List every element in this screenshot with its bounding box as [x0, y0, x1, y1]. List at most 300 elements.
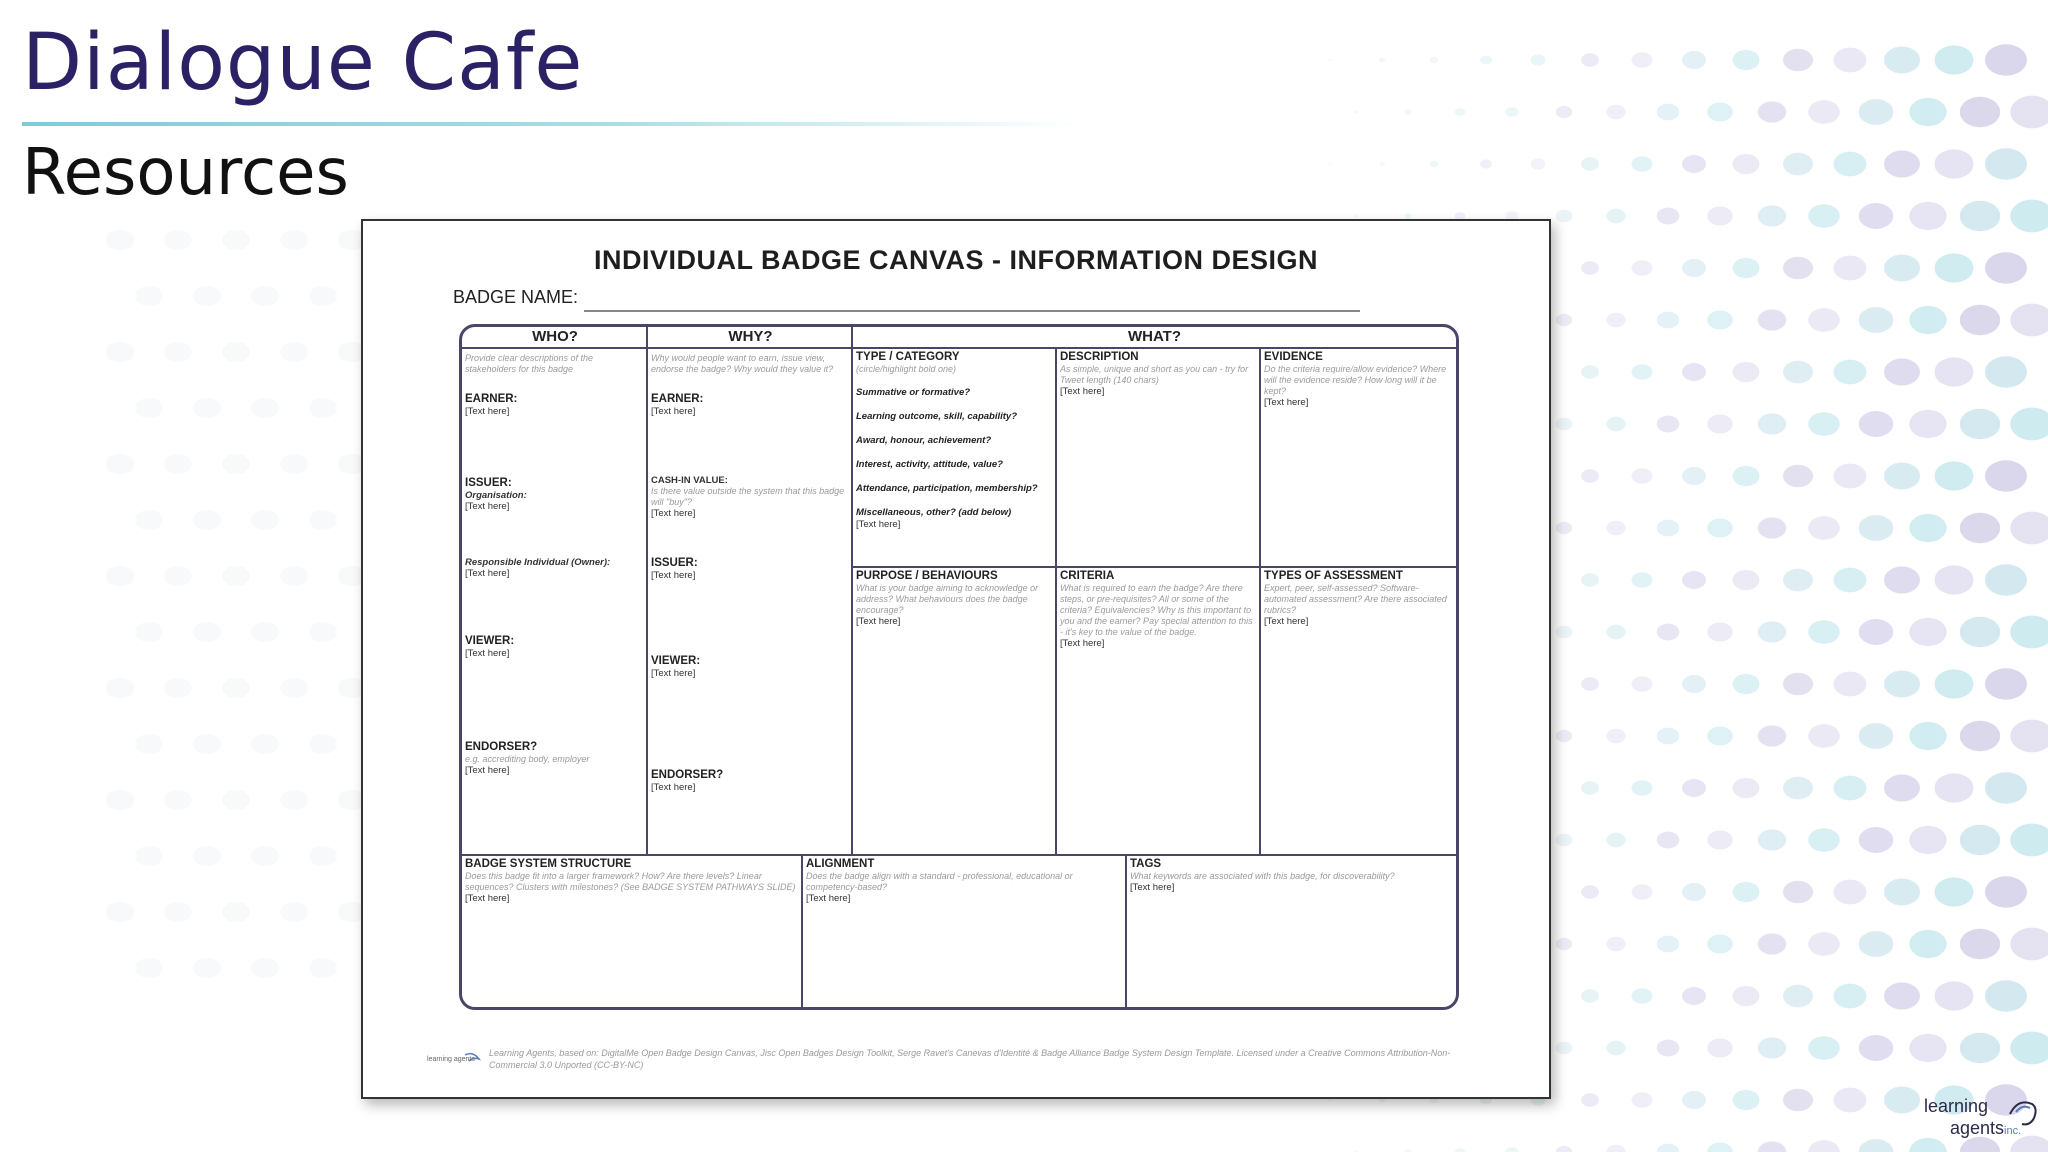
- description-title: DESCRIPTION: [1060, 351, 1139, 363]
- decorative-dot: [1707, 206, 1732, 225]
- purpose-cell: [853, 568, 1055, 854]
- decorative-dot: [251, 398, 279, 418]
- decorative-dot: [1985, 148, 2027, 180]
- decorative-dot: [1733, 154, 1760, 174]
- decorative-dot: [1632, 884, 1653, 900]
- decorative-dot: [1632, 260, 1653, 276]
- decorative-dot: [1682, 51, 1706, 69]
- decorative-dot: [309, 398, 337, 418]
- badge-canvas-image: [361, 219, 1551, 1099]
- decorative-dot: [1985, 460, 2027, 492]
- description-hint: As simple, unique and short as you can - try for Tweet length (140 chars): [1060, 364, 1249, 385]
- decorative-dot: [1808, 100, 1839, 124]
- decorative-dot: [222, 230, 250, 250]
- decorative-dot: [1783, 49, 1813, 71]
- decorative-dot: [193, 846, 221, 866]
- type-option: Miscellaneous, other? (add below): [856, 507, 1012, 518]
- decorative-dot: [1808, 932, 1839, 956]
- decorative-dot: [1985, 252, 2027, 284]
- decorative-dot: [251, 286, 279, 306]
- who-viewer-text: [Text here]: [465, 648, 510, 659]
- decorative-dot: [1909, 202, 1947, 230]
- decorative-dot: [1682, 779, 1706, 797]
- decorative-dot: [106, 902, 134, 922]
- decorative-dot: [2010, 408, 2048, 441]
- decorative-dot: [1657, 104, 1679, 121]
- canvas-grid: [459, 324, 1459, 1010]
- decorative-dot: [1884, 462, 1920, 489]
- decorative-dot: [1707, 830, 1732, 849]
- decorative-dot: [2010, 616, 2048, 649]
- decorative-dot: [1606, 313, 1625, 328]
- decorative-dot: [1657, 1144, 1679, 1152]
- decorative-dot: [251, 846, 279, 866]
- decorative-dot: [1985, 356, 2027, 388]
- decorative-dot: [280, 902, 308, 922]
- decorative-dot: [1682, 987, 1706, 1005]
- purpose-title: PURPOSE / BEHAVIOURS: [856, 570, 998, 582]
- decorative-dot: [1379, 58, 1385, 62]
- slide-subtitle: Resources: [22, 136, 349, 210]
- assessment-text: [Text here]: [1264, 616, 1309, 627]
- decorative-dot: [1531, 158, 1546, 169]
- decorative-dot: [1556, 418, 1572, 430]
- decorative-dot: [1884, 566, 1920, 593]
- tags-title: TAGS: [1130, 858, 1162, 870]
- decorative-dot: [1758, 725, 1786, 746]
- decorative-dot: [1934, 253, 1973, 282]
- decorative-dot: [1985, 876, 2027, 908]
- header-why: WHY?: [648, 327, 853, 349]
- decorative-dot: [106, 342, 134, 362]
- decorative-dot: [1556, 106, 1572, 118]
- decorative-dot: [1758, 309, 1786, 330]
- decorative-dot: [1707, 622, 1732, 641]
- decorative-dot: [1783, 777, 1813, 799]
- decorative-dot: [1682, 571, 1706, 589]
- description-text: [Text here]: [1060, 386, 1105, 397]
- who-hint: Provide clear descriptions of the stakeholders for this badge: [465, 353, 594, 374]
- who-earner-text: [Text here]: [465, 406, 510, 417]
- decorative-dot: [1657, 416, 1679, 433]
- decorative-dot: [135, 286, 163, 306]
- decorative-dot: [1733, 778, 1760, 798]
- decorative-dot: [1834, 1088, 1867, 1113]
- decorative-dot: [1682, 467, 1706, 485]
- decorative-dot: [222, 790, 250, 810]
- decorative-dot: [1531, 54, 1546, 65]
- decorative-dot: [1404, 213, 1411, 219]
- decorative-dot: [1859, 1139, 1894, 1152]
- decorative-dot: [1834, 568, 1867, 593]
- decorative-dot: [1808, 1140, 1839, 1152]
- decorative-dot: [1834, 464, 1867, 489]
- decorative-dot: [1758, 621, 1786, 642]
- decorative-dot: [1581, 365, 1599, 378]
- type-option: Summative or formative?: [856, 387, 971, 398]
- decorative-dot: [1657, 624, 1679, 641]
- decorative-dot: [1859, 931, 1894, 957]
- decorative-dot: [1480, 160, 1492, 169]
- decorative-dot: [1556, 730, 1572, 742]
- decorative-dot: [1834, 984, 1867, 1009]
- system-structure-title: BADGE SYSTEM STRUCTURE: [465, 858, 632, 870]
- decorative-dot: [1834, 672, 1867, 697]
- decorative-dot: [1707, 414, 1732, 433]
- decorative-dot: [1859, 723, 1894, 749]
- who-viewer-label: VIEWER:: [465, 635, 515, 647]
- decorative-dot: [2010, 304, 2048, 337]
- decorative-dot: [1859, 203, 1894, 229]
- decorative-dot: [1606, 1041, 1625, 1056]
- decorative-dot: [1733, 50, 1760, 70]
- decorative-dot: [1632, 52, 1653, 68]
- learning-agents-logo: [1924, 1096, 2040, 1144]
- decorative-dot: [222, 454, 250, 474]
- why-issuer-text: [Text here]: [651, 570, 696, 581]
- decorative-dot: [1808, 516, 1839, 540]
- why-cashin-text: [Text here]: [651, 508, 696, 519]
- decorative-dot: [1960, 721, 2001, 751]
- who-earner-label: EARNER:: [465, 393, 518, 405]
- decorative-dot: [1808, 1036, 1839, 1060]
- decorative-dot: [1960, 617, 2001, 647]
- decorative-dot: [222, 566, 250, 586]
- description-cell: [1057, 349, 1259, 566]
- type-option: Interest, activity, attitude, value?: [856, 459, 1003, 470]
- decorative-dot: [2010, 200, 2048, 233]
- decorative-dot: [1834, 360, 1867, 385]
- who-issuer-org-label: Organisation:: [465, 490, 527, 501]
- decorative-dot: [1909, 722, 1947, 750]
- decorative-dot: [222, 902, 250, 922]
- decorative-dot: [1581, 573, 1599, 586]
- decorative-dot: [106, 678, 134, 698]
- decorative-dot: [1783, 985, 1813, 1007]
- footer-attribution: Learning Agents, based on: DigitalMe Open Badge Design Canvas, Jisc Open Badges Design Toolkit, Serge Ravet's Canevas d'Identité & Badge Alliance Badge System Design Template. Licensed under a Creative Commons Attribution-Non-Commercial 3.0 Unported (CC-BY-NC): [489, 1048, 1451, 1070]
- decorative-dot: [1808, 412, 1839, 436]
- decorative-dot: [1834, 776, 1867, 801]
- decorative-dot: [1632, 780, 1653, 796]
- decorative-dot: [1632, 988, 1653, 1004]
- system-structure-hint: Does this badge fit into a larger framework? How? Are there levels? Linear sequences? Clusters with milestones? (See BADGE SYSTEM PATHWAYS SLIDE): [465, 871, 796, 892]
- decorative-dot: [1783, 569, 1813, 591]
- decorative-dot: [309, 622, 337, 642]
- decorative-dot: [1606, 105, 1625, 120]
- decorative-dot: [1909, 514, 1947, 542]
- decorative-dot: [1960, 305, 2001, 335]
- decorative-dot: [251, 622, 279, 642]
- assessment-hint: Expert, peer, self-assessed? Software-automated assessment? Are there associated rubrics?: [1264, 583, 1447, 615]
- decorative-dot: [1682, 1091, 1706, 1109]
- decorative-dot: [164, 902, 192, 922]
- decorative-dot: [1783, 361, 1813, 383]
- decorative-dot: [1328, 163, 1332, 166]
- type-category-cell: [853, 349, 1055, 566]
- decorative-dot: [1859, 99, 1894, 125]
- evidence-cell: [1261, 349, 1456, 566]
- who-responsible-label: Responsible Individual (Owner):: [465, 557, 611, 568]
- decorative-dot: [1909, 930, 1947, 958]
- decorative-dot: [1455, 108, 1465, 116]
- decorative-dot: [1682, 259, 1706, 277]
- who-endorser-hint: e.g. accrediting body, employer: [465, 754, 590, 764]
- type-option: Attendance, participation, membership?: [856, 483, 1038, 494]
- evidence-text: [Text here]: [1264, 397, 1309, 408]
- decorative-dot: [1884, 878, 1920, 905]
- decorative-dot: [1657, 728, 1679, 745]
- decorative-dot: [1581, 157, 1599, 170]
- decorative-dot: [1909, 306, 1947, 334]
- decorative-dot: [1859, 515, 1894, 541]
- decorative-dot: [1934, 773, 1973, 802]
- decorative-dot: [1934, 357, 1973, 386]
- decorative-dot: [1733, 258, 1760, 278]
- badge-name-line: [584, 310, 1360, 312]
- decorative-dot: [1884, 150, 1920, 177]
- decorative-dot: [1556, 1146, 1572, 1152]
- decorative-dot: [193, 286, 221, 306]
- decorative-dot: [309, 846, 337, 866]
- decorative-dot: [1808, 308, 1839, 332]
- decorative-dot: [1606, 209, 1625, 224]
- who-cell: [462, 349, 646, 854]
- why-viewer-label: VIEWER:: [651, 655, 701, 667]
- why-earner-label: EARNER:: [651, 393, 704, 405]
- decorative-dot: [1934, 461, 1973, 490]
- decorative-dot: [280, 790, 308, 810]
- decorative-dot: [1632, 676, 1653, 692]
- decorative-dot: [1606, 625, 1625, 640]
- decorative-dot: [106, 230, 134, 250]
- decorative-dot: [1632, 1092, 1653, 1108]
- decorative-dot: [280, 342, 308, 362]
- decorative-dot: [1934, 45, 1973, 74]
- decorative-dot: [1581, 261, 1599, 274]
- decorative-dot: [1834, 152, 1867, 177]
- assessment-cell: [1261, 568, 1456, 854]
- decorative-dot: [280, 454, 308, 474]
- title-divider: [22, 122, 1082, 126]
- tags-text: [Text here]: [1130, 882, 1175, 893]
- decorative-dot: [309, 734, 337, 754]
- decorative-dot: [1758, 205, 1786, 226]
- decorative-dot: [164, 454, 192, 474]
- decorative-dot: [1707, 934, 1732, 953]
- decorative-dot: [1707, 310, 1732, 329]
- decorative-dot: [1808, 204, 1839, 228]
- decorative-dot: [1682, 883, 1706, 901]
- purpose-text: [Text here]: [856, 616, 901, 627]
- decorative-dot: [1556, 522, 1572, 534]
- decorative-dot: [1985, 772, 2027, 804]
- decorative-dot: [309, 286, 337, 306]
- decorative-dot: [1505, 1147, 1518, 1152]
- canvas-title: INDIVIDUAL BADGE CANVAS - INFORMATION DESIGN: [593, 245, 1318, 275]
- decorative-dot: [1657, 1040, 1679, 1057]
- why-endorser-text: [Text here]: [651, 782, 696, 793]
- decorative-dot: [1379, 162, 1385, 166]
- decorative-dot: [106, 790, 134, 810]
- decorative-dot: [1733, 1090, 1760, 1110]
- who-issuer-text: [Text here]: [465, 501, 510, 512]
- decorative-dot: [1632, 572, 1653, 588]
- decorative-dot: [1707, 726, 1732, 745]
- decorative-dot: [164, 790, 192, 810]
- decorative-dot: [135, 846, 163, 866]
- brand-suffix: inc.: [2004, 1125, 2022, 1137]
- decorative-dot: [1606, 937, 1625, 952]
- decorative-dot: [222, 678, 250, 698]
- why-endorser-label: ENDORSER?: [651, 769, 724, 781]
- decorative-dot: [1934, 981, 1973, 1010]
- decorative-dot: [280, 566, 308, 586]
- decorative-dot: [1581, 781, 1599, 794]
- decorative-dot: [1884, 1086, 1920, 1113]
- decorative-dot: [1606, 521, 1625, 536]
- decorative-dot: [1404, 109, 1411, 115]
- decorative-dot: [2010, 512, 2048, 545]
- type-option: Learning outcome, skill, capability?: [856, 411, 1018, 422]
- decorative-dot: [1909, 618, 1947, 646]
- decorative-dot: [1960, 409, 2001, 439]
- decorative-dot: [1430, 161, 1439, 168]
- why-viewer-text: [Text here]: [651, 668, 696, 679]
- decorative-dot: [1834, 880, 1867, 905]
- decorative-dot: [1783, 673, 1813, 695]
- decorative-dot: [193, 398, 221, 418]
- decorative-dot: [193, 622, 221, 642]
- decorative-dot: [1606, 729, 1625, 744]
- criteria-hint: What is required to earn the badge? Are there steps, or pre-requisites? All or some of the criteria? Equivalencies? Why is this important to you and the earner? Pay special attention to this - it's key to the value of the badge.: [1060, 583, 1253, 637]
- decorative-dot: [193, 958, 221, 978]
- decorative-dot: [164, 566, 192, 586]
- brand-line1: learning: [1924, 1096, 1989, 1116]
- decorative-dot: [1733, 362, 1760, 382]
- decorative-dot: [1733, 986, 1760, 1006]
- decorative-dot: [309, 510, 337, 530]
- decorative-dot: [1682, 363, 1706, 381]
- decorative-dot: [1581, 469, 1599, 482]
- evidence-hint: Do the criteria require/allow evidence? Where will the evidence reside? How long will it be kept?: [1264, 364, 1447, 396]
- header-who: WHO?: [462, 327, 648, 349]
- assessment-title: TYPES OF ASSESSMENT: [1264, 570, 1403, 582]
- decorative-dot: [1480, 56, 1492, 65]
- decorative-dot: [1960, 201, 2001, 231]
- decorative-dot: [1758, 101, 1786, 122]
- decorative-dot: [1455, 1148, 1465, 1152]
- system-structure-text: [Text here]: [465, 893, 510, 904]
- decorative-dot: [1859, 1035, 1894, 1061]
- why-cashin-label: CASH-IN VALUE:: [651, 475, 728, 486]
- evidence-title: EVIDENCE: [1264, 351, 1323, 363]
- header-what: WHAT?: [853, 327, 1456, 349]
- decorative-dot: [1430, 57, 1439, 64]
- decorative-dot: [135, 398, 163, 418]
- decorative-dot: [106, 566, 134, 586]
- decorative-dot: [1884, 982, 1920, 1009]
- why-earner-text: [Text here]: [651, 406, 696, 417]
- decorative-dot: [164, 230, 192, 250]
- decorative-dot: [1859, 827, 1894, 853]
- brand-line2: agents: [1950, 1118, 2005, 1138]
- decorative-dot: [1985, 980, 2027, 1012]
- who-responsible-text: [Text here]: [465, 568, 510, 579]
- decorative-dot: [1884, 254, 1920, 281]
- decorative-dot: [2010, 96, 2048, 129]
- decorative-dot: [1657, 520, 1679, 537]
- type-category-text: [Text here]: [856, 519, 901, 530]
- type-category-hint: (circle/highlight bold one): [856, 364, 957, 374]
- swirl-icon: [2004, 1096, 2040, 1130]
- decorative-dot: [1960, 929, 2001, 959]
- decorative-dot: [1632, 156, 1653, 172]
- decorative-dot: [1657, 208, 1679, 225]
- decorative-dot: [1556, 314, 1572, 326]
- decorative-dot: [1328, 59, 1332, 62]
- decorative-dot: [1783, 881, 1813, 903]
- decorative-dot: [1682, 155, 1706, 173]
- type-option: Award, honour, achievement?: [856, 435, 992, 446]
- slide-title: Dialogue Cafe: [22, 18, 584, 108]
- decorative-dot: [1808, 620, 1839, 644]
- why-cell: [648, 349, 851, 854]
- decorative-dot: [1581, 989, 1599, 1002]
- decorative-dot: [1884, 774, 1920, 801]
- decorative-dot: [1960, 513, 2001, 543]
- purpose-hint: What is your badge aiming to acknowledge or address? What behaviours does the badge encourage?: [856, 583, 1039, 615]
- decorative-dot: [1632, 364, 1653, 380]
- decorative-dot: [135, 958, 163, 978]
- decorative-dot: [1581, 53, 1599, 66]
- decorative-dot: [1859, 411, 1894, 437]
- decorative-dot: [1707, 518, 1732, 537]
- decorative-dot: [2010, 720, 2048, 753]
- decorative-dot: [1581, 1093, 1599, 1106]
- alignment-cell: [803, 856, 1125, 1007]
- decorative-dot: [222, 342, 250, 362]
- decorative-dot: [251, 510, 279, 530]
- decorative-dot: [1859, 307, 1894, 333]
- criteria-cell: [1057, 568, 1259, 854]
- type-category-title: TYPE / CATEGORY: [856, 351, 960, 363]
- decorative-dot: [1556, 626, 1572, 638]
- learning-agents-small-logo: [425, 1049, 485, 1075]
- decorative-dot: [135, 622, 163, 642]
- decorative-dot: [280, 230, 308, 250]
- decorative-dot: [164, 342, 192, 362]
- decorative-dot: [1581, 885, 1599, 898]
- decorative-dot: [1909, 1034, 1947, 1062]
- decorative-dot: [1985, 668, 2027, 700]
- decorative-dot: [1354, 214, 1358, 217]
- decorative-dot: [1758, 1037, 1786, 1058]
- decorative-dot: [1934, 877, 1973, 906]
- decorative-dot: [1909, 410, 1947, 438]
- who-endorser-text: [Text here]: [465, 765, 510, 776]
- decorative-dot: [1733, 674, 1760, 694]
- decorative-dot: [1909, 826, 1947, 854]
- decorative-dot: [1960, 97, 2001, 127]
- decorative-dot: [1783, 153, 1813, 175]
- decorative-dot: [193, 510, 221, 530]
- decorative-dot: [1758, 413, 1786, 434]
- badge-name-label: BADGE NAME:: [453, 287, 579, 307]
- alignment-title: ALIGNMENT: [806, 858, 875, 870]
- decorative-dot: [1834, 256, 1867, 281]
- decorative-dot: [1707, 102, 1732, 121]
- decorative-dot: [1960, 825, 2001, 855]
